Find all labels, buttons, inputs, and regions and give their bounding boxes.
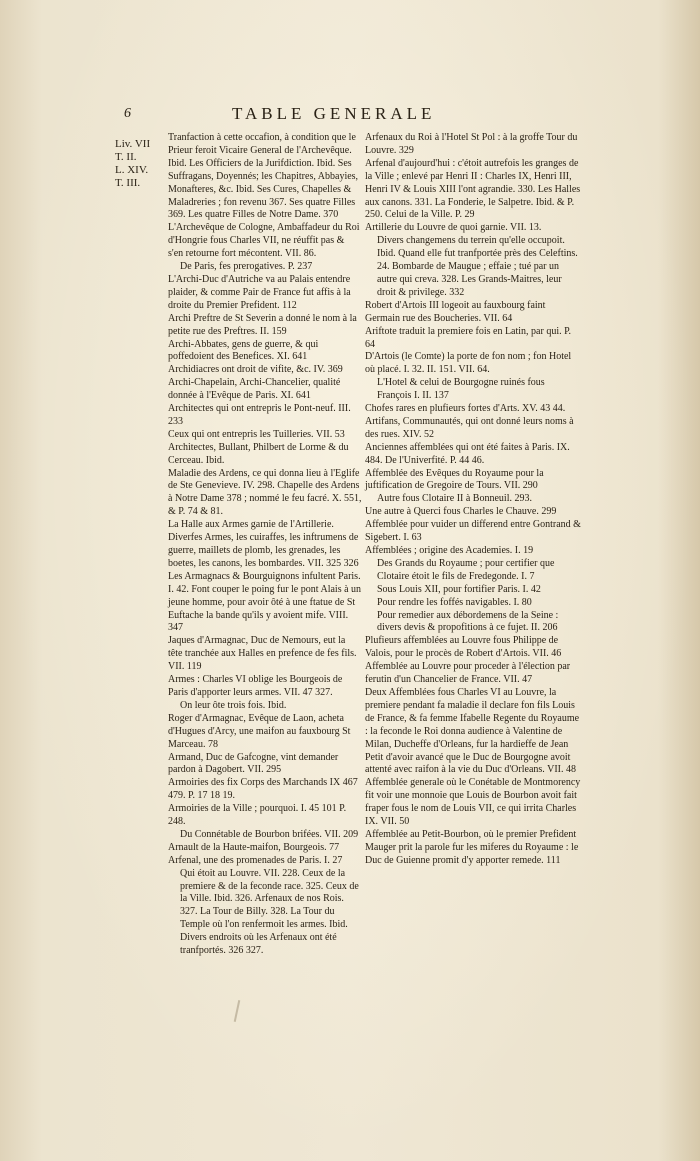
index-entry: Arnault de la Haute-maifon, Bourgeois. 77: [168, 841, 340, 853]
index-entry: Archi-Chapelain, Archi-Chancelier, qualité donnée à l'Evêque de Paris. XI. 641: [168, 377, 341, 402]
index-entry: Tranfaction à cette occafion, à condition que le Prieur feroit Vicaire General de l'Archevêque. Ibid. Les Officiers de la Jurifdiction. Ibid. Ses Suffragans, Doyennés; les Chapitres, Abbayies, Monafteres, &c. Ibid. Ses Cures, Chapelles & Maladreries ; fon revenu 367. Ses quatre Filles 369. Les quatre Filles de Notre Dame. 370: [168, 132, 359, 221]
index-entry: D'Artois (le Comte) la porte de fon nom ; fon Hotel où placé. I. 32. II. 151. VII. 64.: [365, 351, 572, 376]
margin-note-line: T. III.: [115, 177, 141, 189]
index-entry: Armand, Duc de Gafcogne, vint demander pardon à Dagobert. VII. 295: [168, 751, 339, 776]
index-entry: Artifans, Communautés, qui ont donné leurs noms à des rues. XIV. 52: [365, 415, 574, 440]
index-entry: Archi-Abbates, gens de guerre, & qui poffedoient des Benefices. XI. 641: [168, 338, 319, 363]
margin-note-line: L. XIV.: [115, 164, 149, 176]
index-entry: Qui étoit au Louvre. VII. 228. Ceux de la premiere & de la feconde race. 325. Ceux de la Ville. Ibid. 326. Arfenaux de nos Rois. 327. La Tour de Billy. 328. La Tour du Temple où l'on renfermoit les armes. Ibid. Divers endroits où les Arfenaux ont été tranfportés. 326 327.: [180, 867, 359, 957]
index-column-right: [365, 132, 581, 868]
index-entry: Anciennes affemblées qui ont été faites à Paris. IX. 484. De l'Univerfité. P. 44 46.: [365, 441, 570, 466]
index-entry: Ariftote traduit la premiere fois en Latin, par qui. P. 64: [365, 325, 572, 350]
index-entry: Armoiries de la Ville ; pourquoi. I. 45 101 P. 248.: [168, 803, 347, 828]
index-entry: Archidiacres ont droit de vifite, &c. IV. 369: [168, 364, 343, 376]
index-entry: Des Grands du Royaume ; pour certifier que Clotaire étoit le fils de Fredegonde. I. 7: [377, 557, 555, 582]
index-entry: Archi Preftre de St Severin a donné le nom à la petite rue des Preftres. II. 159: [168, 312, 357, 337]
index-entry: Arfenal, une des promenades de Paris. I. 27: [168, 854, 343, 866]
page-number: 6: [124, 106, 131, 121]
index-entry: Autre fous Clotaire II à Bonneuil. 293.: [377, 493, 532, 505]
index-entry: Affemblée des Evêques du Royaume pour la juftification de Gregoire de Tours. VII. 290: [365, 467, 544, 492]
index-entry: Pour remedier aux débordemens de la Seine : divers devis & propofitions à ce fujet. II. 206: [377, 609, 559, 634]
index-entry: Armoiries des fix Corps des Marchands IX 467 479. P. 17 18 19.: [168, 777, 358, 802]
index-entry: L'Archevêque de Cologne, Ambaffadeur du Roi d'Hongrie fous Charles VII, ne réuffit pas & s'en retourne fort mécontent. VII. 86.: [168, 222, 360, 260]
running-title: TABLE GENERALE: [232, 104, 436, 123]
index-entry: Arfenal d'aujourd'hui : c'étoit autrefois les granges de la Ville ; enlevé par Henri II : Charles IX, Henri III, Henri IV & Louis XIII l'ont agrandie. 330. Les Halles aux canons. 331. La Fonderie, le Salpetre. Ibid. & P. 250. Celui de la Ville. P. 29: [365, 157, 581, 221]
index-entry: Une autre à Querci fous Charles le Chauve. 299: [365, 506, 557, 518]
index-entry: Affemblée generale où le Conétable de Montmorency fit voir une monnoie que Louis de Bourbon avoit fait fraper fous le nom de Louis VII, ce qui irrita Charles IX. VII. 50: [365, 777, 581, 828]
index-entry: De Paris, fes prerogatives. P. 237: [180, 261, 313, 273]
index-entry: On leur ôte trois fois. Ibid.: [180, 699, 287, 711]
index-entry: Jaques d'Armagnac, Duc de Nemours, eut la tête tranchée aux Halles en prefence de fes fils. VII. 119: [168, 635, 357, 673]
index-entry: L'Archi-Duc d'Autriche va au Palais entendre plaider, & comme Pair de France fut affis à la droite du Premier Prefident. 112: [168, 273, 351, 311]
index-entry: L'Hotel & celui de Bourgogne ruinés fous François I. II. 137: [377, 377, 545, 402]
index-entry: Affemblées ; origine des Academies. I. 19: [365, 545, 534, 556]
index-column-left: [168, 132, 362, 958]
index-entry: Plufieurs affemblées au Louvre fous Philippe de Valois, pour le procès de Robert d'Artois. VII. 46: [365, 635, 562, 660]
margin-note-line: Liv. VII: [115, 138, 151, 150]
index-entry: Chofes rares en plufieurs fortes d'Arts. XV. 43 44.: [365, 403, 566, 415]
ink-mark: [234, 1000, 241, 1022]
index-entry: Sous Louis XII, pour fortifier Paris. I. 42: [377, 583, 541, 595]
margin-note-line: T. II.: [115, 151, 137, 163]
index-entry: Divers changemens du terrein qu'elle occupoit. Ibid. Quand elle fut tranfportée près des Celeftins. 24. Bombarde de Maugue ; effaie ; tué par un autre qui creva. 328. Les Grands-Maitres, leur droit & privilege. 332: [377, 235, 578, 298]
index-entry: Pour rendre les foffés navigables. I. 80: [377, 596, 532, 608]
index-entry: Roger d'Armagnac, Evêque de Laon, acheta d'Hugues d'Arcy, une maifon au fauxbourg St Marceau. 78: [168, 712, 351, 750]
index-entry: Affemblée pour vuider un differend entre Gontrand & Sigebert. I. 63: [365, 519, 581, 544]
index-entry: Ceux qui ont entrepris les Tuilleries. VII. 53: [168, 428, 345, 440]
index-entry: Armes : Charles VI oblige les Bourgeois de Paris d'apporter leurs armes. VII. 47 327.: [168, 674, 343, 698]
index-entry: La Halle aux Armes garnie de l'Artillerie.: [168, 519, 334, 531]
index-entry: Affemblée au Petit-Bourbon, où le premier Prefident Mauger prit la parole fur les miferes du Royaume : le Duc de Guienne promit d'y apporter remede. 111: [365, 828, 579, 866]
index-entry: Affemblée au Louvre pour proceder à l'élection par ferutin d'un Chancelier de France. VII. 47: [365, 661, 571, 686]
index-entry: Deux Affemblées fous Charles VI au Louvre, la premiere pendant fa maladie il declare fon fils Louis de France, & fa femme Ifabelle Regente du Royaume : la feconde le Roi donna audience à Valentine de Milan, Ducheffe d'Orleans, fur la hardieffe de Jean Petit d'avoir avancé que le Duc de Bourgogne avoit attenté avec raifon à la vie du Duc d'Orleans. VII. 48: [365, 686, 580, 776]
index-entry: Du Connétable de Bourbon brifées. VII. 209: [180, 828, 359, 840]
index-entry: Arfenaux du Roi à l'Hotel St Pol : à la groffe Tour du Louvre. 329: [365, 132, 578, 156]
index-entry: Artillerie du Louvre de quoi garnie. VII. 13.: [365, 222, 542, 234]
index-entry: Robert d'Artois III logeoit au fauxbourg faint Germain rue des Boucheries. VII. 64: [365, 299, 546, 324]
index-entry: Maladie des Ardens, ce qui donna lieu à l'Eglife de Ste Genevieve. IV. 298. Chapelle des Ardens à Notre Dame 378 ; nommé le feu facré. X. 551, & P. 74 & 81.: [168, 467, 362, 518]
index-entry: Architectes qui ont entrepris le Pont-neuf. III. 233: [168, 403, 351, 427]
index-entry: Les Armagnacs & Bourguignons infultent Paris. I. 42. Font couper le poing fur le pont Alais à un jeune homme, pour avoir ôté à une ftatue de St Euftache la bande qu'ils y avoient mife. VIII. 347: [168, 570, 362, 634]
margin-note: [115, 138, 150, 190]
index-entry: Architectes, Bullant, Philbert de Lorme & du Cerceau. Ibid.: [168, 441, 349, 466]
index-entry: Diverfes Armes, les cuiraffes, les inftrumens de guerre, maillets de plomb, les grenades, les boetes, les canons, les bombardes. VII. 325 326: [168, 532, 359, 569]
